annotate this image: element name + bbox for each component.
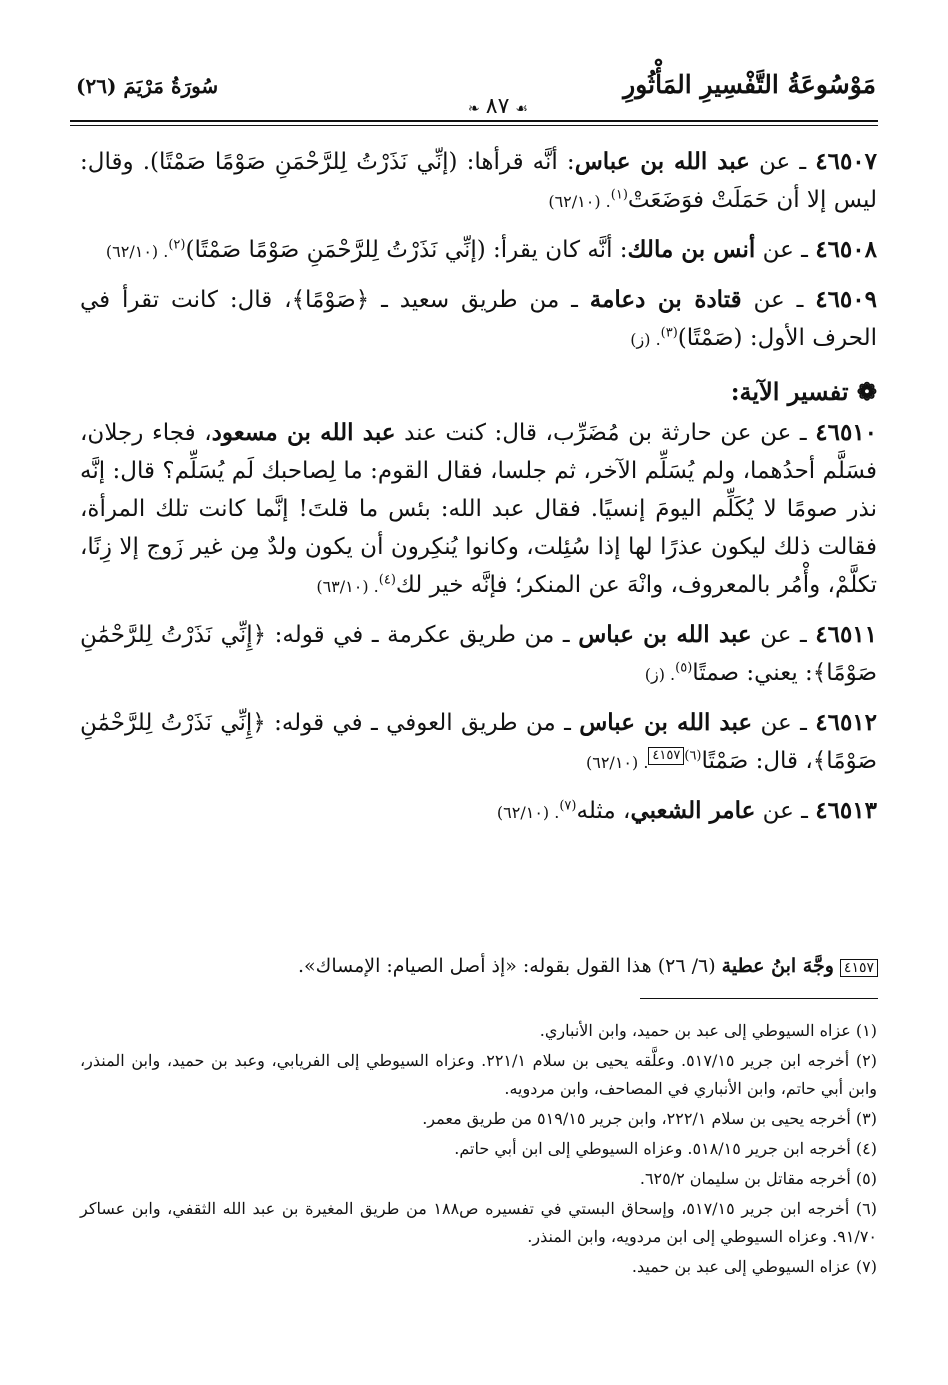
hadith-text: : أنَّه قرأها: (إنِّي نَذَرْتُ لِلرَّحْمَنِ صَوْمًا صَمْتًا). وقال: ليس إلا أن حَمَلَتْ فوَضَعَتْ xyxy=(80,149,877,213)
volume-reference: . (٦٢/١٠) xyxy=(105,242,169,261)
commentary-note xyxy=(155,950,878,982)
connector: ـ عن xyxy=(741,287,816,313)
volume-reference: . (ز) xyxy=(630,330,661,349)
commentary-text: (٦/ ٢٦) هذا القول بقوله: «إذ أصل الصيام: الإمساك». xyxy=(298,955,722,977)
hadith-paragraph xyxy=(80,143,877,221)
narrator-name: عبد الله بن عباس xyxy=(579,709,753,736)
footnote: (٦) أخرجه ابن جرير ٥١٧/١٥، وإسحاق البستي في تفسيره ص١٨٨ من طريق المغيرة بن عبد الله الثقفي، وابن عساكر ٩١/٧٠. وعزاه السيوطي إلى ابن مردويه، وابن المنذر. xyxy=(80,1199,877,1246)
hadith-text-lead: عن حارثة بن مُضَرِّب، قال: كنت عند xyxy=(395,420,752,446)
volume-reference: . (٦٢/١٠) xyxy=(548,192,611,211)
footnote: (٢) أخرجه ابن جرير ٥١٧/١٥. وعلَّقه يحيى بن سلام ٢٢١/١. وعزاه السيوطي إلى الفريابي، وعبد بن حميد، وابن المنذر، وابن أبي حاتم، وابن الأنباري في المصاحف، وابن مردويه. xyxy=(80,1051,878,1098)
hadith-text: ـ من طريق العوفي ـ في قوله: ﴿إِنِّي نَذَرْتُ لِلرَّحْمَٰنِ صَوْمًا﴾، قال: صَمْتًا xyxy=(80,710,877,774)
hadith-number: ٤٦٥٠٨ xyxy=(815,236,877,263)
hadith-paragraph xyxy=(80,792,877,832)
hadith-paragraph xyxy=(80,616,877,694)
main-text xyxy=(80,143,877,842)
hadith-text: ، فجاء رجلان، فسَلَّم أحدُهما، ولم يُسَلِّم الآخر، ثم جلسا، فقال القوم: ما لِصاحبك لَم يُسَلِّم؟ قال: إنَّه نذر صومًا لا يُكَلِّم اليومَ إنسيًا. فقال عبد الله: بئس ما قلتَ! إنَّما كانت تلك المرأة، فقالت ذلك ليكون عذرًا لها إذا سُئِلت، وكانوا يُنكِرون أن يكون ولدٌ مِن غير زَوج إلا زِنًا، تكلَّمْ، وأْمُر بالمعروف، وانْهَ عن المنكر؛ فإنَّه خير لك xyxy=(80,420,877,598)
connector: ـ عن xyxy=(755,798,816,824)
hadith-number: ٤٦٥١٠ xyxy=(815,419,878,446)
hadith-text: ـ من طريق عكرمة ـ في قوله: ﴿إِنِّي نَذَرْتُ لِلرَّحْمَٰنِ صَوْمًا﴾: يعني: صمتًا xyxy=(80,622,877,686)
footnote-marker[interactable]: (٢) xyxy=(168,237,186,253)
flower-ornament-icon: ❁ xyxy=(856,377,877,406)
hadith-paragraph xyxy=(80,231,877,271)
page-number-text: ٨٧ xyxy=(485,94,510,119)
narrator-name: عامر الشعبي xyxy=(630,797,756,824)
footnote: (٧) عزاه السيوطي إلى عبد بن حميد. xyxy=(631,1257,877,1276)
commentary-number: ٤١٥٧ xyxy=(840,959,878,977)
footnote-marker[interactable]: (٣) xyxy=(660,325,678,341)
hadith-number: ٤٦٥١٢ xyxy=(815,709,878,736)
page-header xyxy=(70,70,878,128)
narrator-name: أنس بن مالك xyxy=(627,236,756,263)
volume-reference: . (٦٢/١٠) xyxy=(496,803,560,822)
narrator-name: عبد الله بن مسعود xyxy=(211,419,396,446)
footnote-marker[interactable]: (٤) xyxy=(378,572,396,588)
hadith-text: ـ من طريق سعيد ـ ﴿صَوْمًا﴾، قال: كانت تقرأ في الحرف الأول: (صَمْتًا) xyxy=(80,287,877,351)
connector: ـ عن xyxy=(751,622,816,648)
footnote: (٣) أخرجه يحيى بن سلام ٢٢٢/١، وابن جرير ٥١٩/١٥ من طريق معمر. xyxy=(422,1109,877,1128)
volume-reference: . (٦٢/١٠) xyxy=(585,753,649,772)
connector: ـ عن xyxy=(752,710,816,736)
surah-title: سُورَةُ مَرْيَمَ (٢٦) xyxy=(76,74,219,98)
header-rule-thin xyxy=(70,125,878,126)
hadith-text: : أنَّه كان يقرأ: (إنِّي نَذَرْتُ لِلرَّحْمَنِ صَوْمًا صَمْتًا) xyxy=(185,237,628,263)
volume-reference: . (٦٣/١٠) xyxy=(316,577,379,596)
hadith-text: ، مثله xyxy=(576,798,631,824)
hadith-number: ٤٦٥١٣ xyxy=(815,797,877,824)
hadith-paragraph xyxy=(80,414,877,606)
narrator-name: عبد الله بن عباس xyxy=(578,621,752,648)
book-title: مَوْسُوعَةُ التَّفْسِيرِ المَأْثُورِ xyxy=(623,70,876,99)
footnote: (١) عزاه السيوطي إلى عبد بن حميد، وابن الأنباري. xyxy=(539,1021,877,1040)
hadith-number: ٤٦٥٠٧ xyxy=(815,148,878,175)
footnote-marker[interactable]: (٧) xyxy=(559,798,577,814)
section-heading xyxy=(80,377,877,406)
connector: ـ عن xyxy=(749,149,816,175)
hadith-number: ٤٦٥١١ xyxy=(815,621,878,648)
page-number xyxy=(428,94,568,119)
header-rule xyxy=(70,120,878,122)
footnote: (٥) أخرجه مقاتل بن سليمان ٦٢٥/٢. xyxy=(639,1169,877,1188)
volume-reference: . (ز) xyxy=(644,665,676,684)
hadith-number: ٤٦٥٠٩ xyxy=(815,286,877,313)
commentary-author: وجَّهَ ابنُ عطية xyxy=(721,955,834,977)
section-title: تفسير الآية: xyxy=(730,377,849,406)
narrator-name: قتادة بن دعامة xyxy=(589,286,742,313)
footnote-marker[interactable]: (٦) xyxy=(684,748,702,764)
commentary-marker[interactable]: ٤١٥٧ xyxy=(648,747,684,765)
footnote-marker[interactable]: (٥) xyxy=(675,660,693,676)
footnote: (٤) أخرجه ابن جرير ٥١٨/١٥. وعزاه السيوطي إلى ابن أبي حاتم. xyxy=(454,1139,877,1158)
ornament-icon: ❧ xyxy=(468,101,480,117)
footnote-separator xyxy=(640,998,878,999)
hadith-paragraph xyxy=(80,704,877,782)
connector: ـ عن xyxy=(755,237,816,263)
ornament-icon: ☙ xyxy=(515,101,528,117)
footnotes xyxy=(80,1017,877,1283)
connector: ـ عن xyxy=(751,420,816,446)
footnote-marker[interactable]: (١) xyxy=(610,187,628,203)
narrator-name: عبد الله بن عباس xyxy=(574,148,750,175)
hadith-paragraph xyxy=(80,281,877,359)
